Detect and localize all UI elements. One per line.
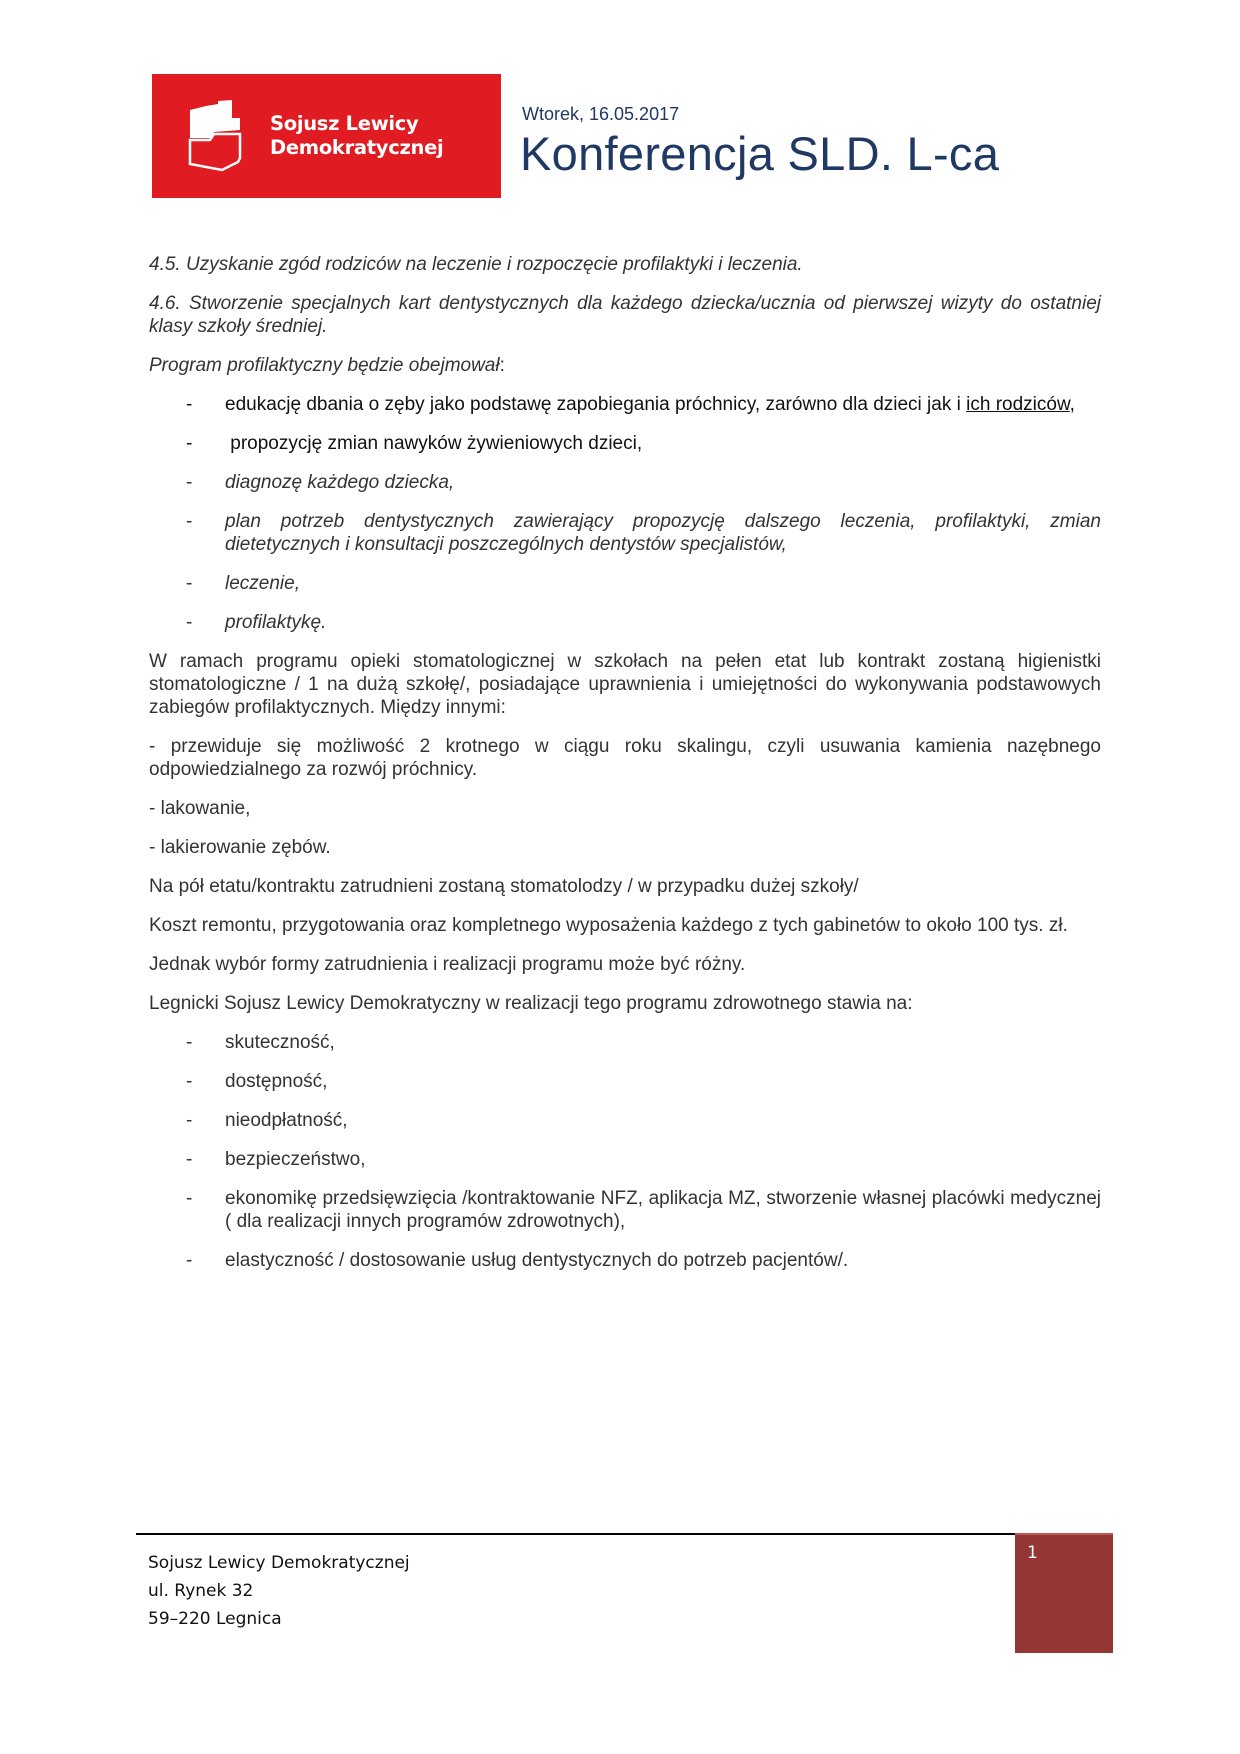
list-item-text: plan potrzeb dentystycznych zawierający propozycję dalszego leczenia, profilaktyki, zmian dietetycznych i konsultacji poszczególnych dentystów specjalistów,: [225, 511, 1101, 555]
list-item-text: profilaktykę.: [225, 612, 327, 633]
poland-map-icon: [188, 100, 258, 172]
footer-street: ul. Rynek 32: [148, 1581, 254, 1601]
list-item-text: [225, 393, 1101, 416]
list-item: [149, 471, 1101, 494]
document-date: Wtorek, 16.05.2017: [522, 104, 680, 124]
logo-line-2: Demokratycznej: [270, 136, 444, 159]
paragraph-skaling: - przewiduje się możliwość 2 krotnego w ciągu roku skalingu, czyli usuwania kamienia nazębnego odpowiedzialnego za rozwój próchnicy.: [149, 736, 1101, 780]
page-number: 1: [1027, 1543, 1038, 1563]
list-dash: -: [186, 433, 193, 454]
list-item-text: bezpieczeństwo,: [225, 1149, 366, 1170]
list-item-text: propozycję zmian nawyków żywieniowych dzieci,: [225, 433, 643, 454]
list-item: [149, 1109, 1101, 1132]
list-item-text: ekonomikę przedsięwzięcia /kontraktowanie NFZ, aplikacja MZ, stworzenie własnej placówki medycznej ( dla realizacji innych programów zdrowotnych),: [225, 1188, 1101, 1232]
footer-org: Sojusz Lewicy Demokratycznej: [148, 1553, 410, 1573]
footer-address: [148, 1549, 410, 1633]
underlined-text: ich rodziców: [966, 394, 1070, 415]
list-dash: -: [186, 573, 193, 594]
list-item-text: skuteczność,: [225, 1032, 335, 1053]
list-dash: -: [186, 1032, 193, 1053]
paragraph-program-ramach: W ramach programu opieki stomatologicznej w szkołach na pełen etat lub kontrakt zostaną higienistki stomatologiczne / 1 na dużą szkołę/, posiadające uprawnienia i umiejętności do wykonywania podstawowych zabiegów profilaktycznych. Między innymi:: [149, 651, 1101, 718]
list-item: [149, 572, 1101, 595]
list-dash: -: [186, 472, 193, 493]
footer-city: 59–220 Legnica: [148, 1609, 282, 1629]
list-dash: -: [186, 511, 193, 532]
list-item: [149, 432, 1101, 455]
paragraph-koszt: Koszt remontu, przygotowania oraz kompletnego wyposażenia każdego z tych gabinetów to około 100 tys. zł.: [149, 915, 1068, 936]
list-item: [149, 1187, 1101, 1233]
list-item-text: diagnozę każdego dziecka,: [225, 472, 455, 493]
program-intro-colon: :: [499, 355, 505, 376]
program-list: [149, 393, 1101, 634]
paragraph-4-5: 4.5. Uzyskanie zgód rodziców na leczenie i rozpoczęcie profilaktyki i leczenia.: [149, 254, 803, 275]
paragraph-lakowanie: - lakowanie,: [149, 798, 251, 819]
list-dash: -: [186, 1110, 193, 1131]
list-item-text: nieodpłatność,: [225, 1110, 348, 1131]
list-dash: -: [186, 1149, 193, 1170]
list-item: [149, 393, 1101, 416]
party-logo: [152, 74, 501, 198]
paragraph-lakierowanie: - lakierowanie zębów.: [149, 837, 331, 858]
footer-divider: [136, 1533, 1016, 1535]
list-item-text: leczenie,: [225, 573, 300, 594]
list-item: [149, 1249, 1101, 1272]
paragraph-legnicki: Legnicki Sojusz Lewicy Demokratyczny w realizacji tego programu zdrowotnego stawia na:: [149, 993, 913, 1014]
list-item: [149, 611, 1101, 634]
values-list: [149, 1031, 1101, 1272]
list-item: [149, 1031, 1101, 1054]
list-item-tail: ,: [1069, 394, 1075, 415]
list-dash: -: [186, 1071, 193, 1092]
list-item-text: elastyczność / dostosowanie usług dentystycznych do potrzeb pacjentów/.: [225, 1250, 849, 1271]
paragraph-jednak: Jednak wybór formy zatrudnienia i realizacji programu może być różny.: [149, 954, 746, 975]
list-dash: -: [186, 394, 193, 415]
list-item-text: dostępność,: [225, 1071, 328, 1092]
list-dash: -: [186, 612, 193, 633]
logo-line-1: Sojusz Lewicy: [270, 112, 419, 135]
paragraph-4-6: 4.6. Stworzenie specjalnych kart dentystycznych dla każdego dziecka/ucznia od pierwszej wizyty do ostatniej klasy szkoły średniej.: [149, 293, 1101, 337]
page-number-box: [1015, 1533, 1113, 1653]
paragraph-pol-etatu: Na pół etatu/kontraktu zatrudnieni zostaną stomatolodzy / w przypadku dużej szkoły/: [149, 876, 859, 897]
list-item-text-main: edukację dbania o zęby jako podstawę zapobiegania próchnicy, zarówno dla dzieci jak i: [225, 394, 967, 415]
document-title: Konferencja SLD. L-ca: [520, 127, 1000, 180]
list-item: [149, 1070, 1101, 1093]
list-dash: -: [186, 1188, 193, 1209]
program-intro: [149, 354, 1101, 377]
list-item: [149, 1148, 1101, 1171]
program-intro-text: Program profilaktyczny będzie obejmował: [149, 355, 500, 376]
list-dash: -: [186, 1250, 193, 1271]
document-body: [149, 253, 1101, 1288]
list-item: [149, 510, 1101, 556]
logo-text: [270, 112, 443, 160]
